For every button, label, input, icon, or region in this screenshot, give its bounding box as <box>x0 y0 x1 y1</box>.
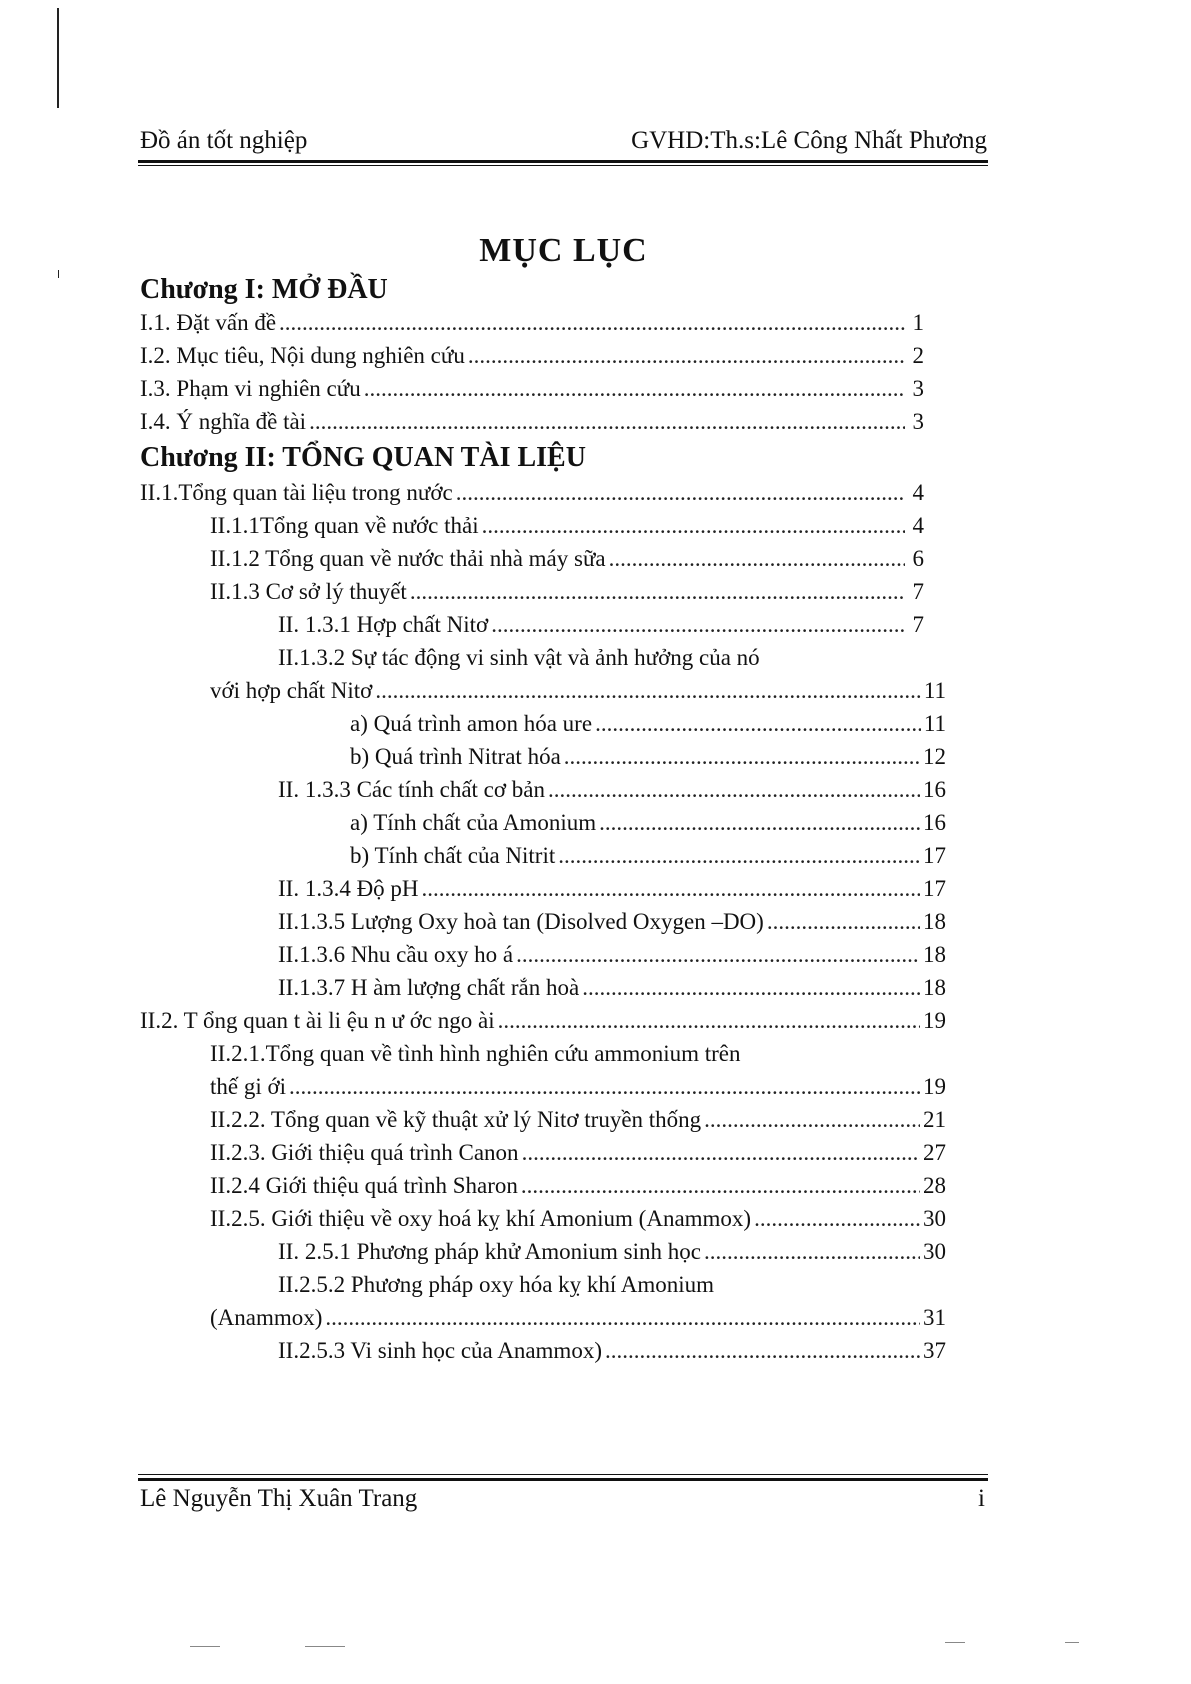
toc-page-number: 4 <box>912 480 924 505</box>
toc-page-number: 17 <box>923 843 946 868</box>
toc-page-number: 18 <box>923 975 946 1000</box>
toc-entry-text: II.1.2 Tổng quan về nước thải nhà máy sữa <box>210 546 606 571</box>
footer-author: Lê Nguyễn Thị Xuân Trang <box>140 1485 418 1512</box>
toc-entry-text: II. 1.3.1 Hợp chất Nitơ <box>278 612 489 637</box>
toc-entry <box>350 841 946 871</box>
toc-entry <box>140 1006 946 1036</box>
toc-entry-text: I.2. Mục tiêu, Nội dung nghiên cứu <box>140 343 465 368</box>
toc-page-number: 12 <box>923 744 946 769</box>
scan-artifact <box>945 1642 965 1643</box>
toc-entry-text: b) Tính chất của Nitrit <box>350 843 556 868</box>
header-rule-thick <box>138 160 988 163</box>
toc-entry <box>210 1171 946 1201</box>
toc-entry-text: II.1.3.5 Lượng Oxy hoà tan (Disolved Oxygen –DO) <box>278 909 764 934</box>
toc-page-number: 1 <box>912 310 924 335</box>
toc-entry <box>140 308 924 338</box>
toc-page-number: 30 <box>923 1239 946 1264</box>
toc-page-number: 3 <box>912 409 924 434</box>
toc-page-number: 19 <box>923 1074 946 1099</box>
scan-artifact <box>1065 1642 1079 1643</box>
toc-page-number: 16 <box>923 777 946 802</box>
toc-leader <box>599 808 920 838</box>
toc-leader <box>516 940 920 970</box>
toc-entry-text: a) Quá trình amon hóa ure <box>350 711 593 736</box>
toc-entry-text: II. 2.5.1 Phương pháp khử Amonium sinh học <box>278 1239 701 1264</box>
scan-artifact <box>190 1646 220 1647</box>
toc-page-number: 37 <box>923 1338 946 1363</box>
toc-leader <box>522 1138 920 1168</box>
toc-entry-text: II.2.5.2 Phương pháp oxy hóa kỵ khí Amonium <box>278 1272 715 1297</box>
header-right-text: GVHD:Th.s:Lê Công Nhất Phương <box>631 127 987 154</box>
toc-entry <box>140 407 924 437</box>
toc-entry <box>278 973 946 1003</box>
toc-leader <box>564 742 920 772</box>
toc-page-number: 3 <box>912 376 924 401</box>
toc-leader <box>468 341 905 371</box>
toc-entry <box>210 577 924 607</box>
toc-leader <box>289 1072 920 1102</box>
toc-leader <box>595 709 921 739</box>
toc-entry <box>278 610 924 640</box>
toc-page-number: 19 <box>923 1008 946 1033</box>
toc-entry-text: II. 1.3.3 Các tính chất cơ bản <box>278 777 545 802</box>
toc-page-number: 7 <box>912 579 924 604</box>
toc-entry <box>350 808 946 838</box>
toc-entry-text: II.2.2. Tổng quan về kỹ thuật xử lý Nitơ truyền thống <box>210 1107 702 1132</box>
toc-leader <box>456 478 905 508</box>
toc-entry <box>140 374 924 404</box>
toc-entry-text: II.2.5.3 Vi sinh học của Anammox) <box>278 1338 602 1363</box>
toc-entry <box>210 1105 946 1135</box>
chapter-heading: Chương I: MỞ ĐẦU <box>140 274 388 305</box>
toc-page-number: 31 <box>923 1305 946 1330</box>
toc-leader <box>609 544 905 574</box>
toc-entry-text: II.1.3.2 Sự tác động vi sinh vật và ảnh hưởng của nó <box>278 645 760 670</box>
toc-leader <box>279 308 905 338</box>
page-header <box>140 126 987 160</box>
toc-leader <box>754 1204 920 1234</box>
toc-entry <box>210 544 924 574</box>
toc-entry-text: thế gi ới <box>210 1074 287 1099</box>
footer-page-number: i <box>978 1485 985 1512</box>
toc-entry-text: II.2.4 Giới thiệu quá trình Sharon <box>210 1173 518 1198</box>
toc-page-number: 2 <box>912 343 924 368</box>
toc-leader <box>491 610 905 640</box>
toc-leader <box>364 374 905 404</box>
toc-leader <box>548 775 920 805</box>
toc-leader <box>498 1006 920 1036</box>
toc-entry-text: II.1.1Tổng quan về nước thải <box>210 513 479 538</box>
toc-entry <box>210 511 924 541</box>
toc-entry-text: II.2.3. Giới thiệu quá trình Canon <box>210 1140 519 1165</box>
toc-entry-text: I.1. Đặt vấn đề <box>140 310 277 335</box>
scan-edge-mark <box>58 270 59 278</box>
toc-entry-text: II.1.3.6 Nhu cầu oxy ho á <box>278 942 514 967</box>
toc-leader <box>704 1105 920 1135</box>
toc-entry-text: II.1.Tổng quan tài liệu trong nước <box>140 480 453 505</box>
toc-page-number: 21 <box>923 1107 946 1132</box>
toc-entry <box>350 709 946 739</box>
toc-entry-text: I.3. Phạm vi nghiên cứu <box>140 376 361 401</box>
toc-entry <box>278 775 946 805</box>
toc-leader <box>482 511 905 541</box>
scan-artifact <box>305 1646 345 1647</box>
toc-leader <box>422 874 920 904</box>
toc-page-number: 7 <box>912 612 924 637</box>
toc-page-number: 4 <box>912 513 924 538</box>
toc-page-number: 16 <box>923 810 946 835</box>
toc-page-number: 27 <box>923 1140 946 1165</box>
toc-entry-text: a) Tính chất của Amonium <box>350 810 597 835</box>
chapter-heading: Chương II: TỔNG QUAN TÀI LIỆU <box>140 442 586 473</box>
toc-entry-text: b) Quá trình Nitrat hóa <box>350 744 561 769</box>
toc-entry <box>278 940 946 970</box>
footer-rule-thick <box>138 1478 988 1481</box>
toc-entry-text: II.1.3 Cơ sở lý thuyết <box>210 579 407 604</box>
footer-rule-thin <box>138 1474 988 1475</box>
toc-entry <box>278 874 946 904</box>
toc-leader <box>521 1171 920 1201</box>
toc-leader <box>767 907 920 937</box>
toc-leader <box>582 973 920 1003</box>
toc-leader <box>704 1237 920 1267</box>
toc-entry-text: với hợp chất Nitơ <box>210 678 373 703</box>
toc-leader <box>325 1303 920 1333</box>
toc-page-number: 6 <box>912 546 924 571</box>
toc-entry-text: I.4. Ý nghĩa đề tài <box>140 409 307 434</box>
toc-entry <box>210 1303 946 1333</box>
toc-entry-text: II.2. T ổng quan t ài li ệu n ư ớc ngo ài <box>140 1008 495 1033</box>
toc-entry-text: II.2.1.Tổng quan về tình hình nghiên cứu ammonium trên <box>210 1041 741 1066</box>
toc-leader <box>309 407 905 437</box>
toc-page-number: 28 <box>923 1173 946 1198</box>
toc-entry <box>210 676 946 706</box>
toc-leader <box>605 1336 920 1366</box>
toc-entry-text: II. 1.3.4 Độ pH <box>278 876 419 901</box>
toc-entry <box>350 742 946 772</box>
header-left-text: Đồ án tốt nghiệp <box>140 127 308 154</box>
toc-entry <box>278 1336 946 1366</box>
toc-entry <box>210 1138 946 1168</box>
page-footer <box>140 1484 987 1518</box>
page-title: MỤC LỤC <box>479 232 648 269</box>
toc-leader <box>410 577 905 607</box>
toc-leader <box>558 841 920 871</box>
toc-entry <box>140 478 924 508</box>
header-rule-thin <box>138 165 988 166</box>
toc-leader <box>375 676 921 706</box>
toc-page-number: 30 <box>923 1206 946 1231</box>
toc-page-number: 17 <box>923 876 946 901</box>
toc-entry <box>210 1072 946 1102</box>
toc-page-number: 11 <box>923 678 946 703</box>
toc-page-number: 18 <box>923 909 946 934</box>
toc-entry <box>278 1237 946 1267</box>
scan-edge-mark <box>57 8 59 108</box>
toc-entry <box>278 907 946 937</box>
toc-entry-text: II.1.3.7 H àm lượng chất rắn hoà <box>278 975 580 1000</box>
toc-entry-text: II.2.5. Giới thiệu về oxy hoá kỵ khí Amonium (Anammox) <box>210 1206 752 1231</box>
toc-page-number: 18 <box>923 942 946 967</box>
toc-entry-text: (Anammox) <box>210 1305 323 1330</box>
toc-entry <box>210 1204 946 1234</box>
toc-page-number: 11 <box>923 711 946 736</box>
toc-entry <box>140 341 924 371</box>
